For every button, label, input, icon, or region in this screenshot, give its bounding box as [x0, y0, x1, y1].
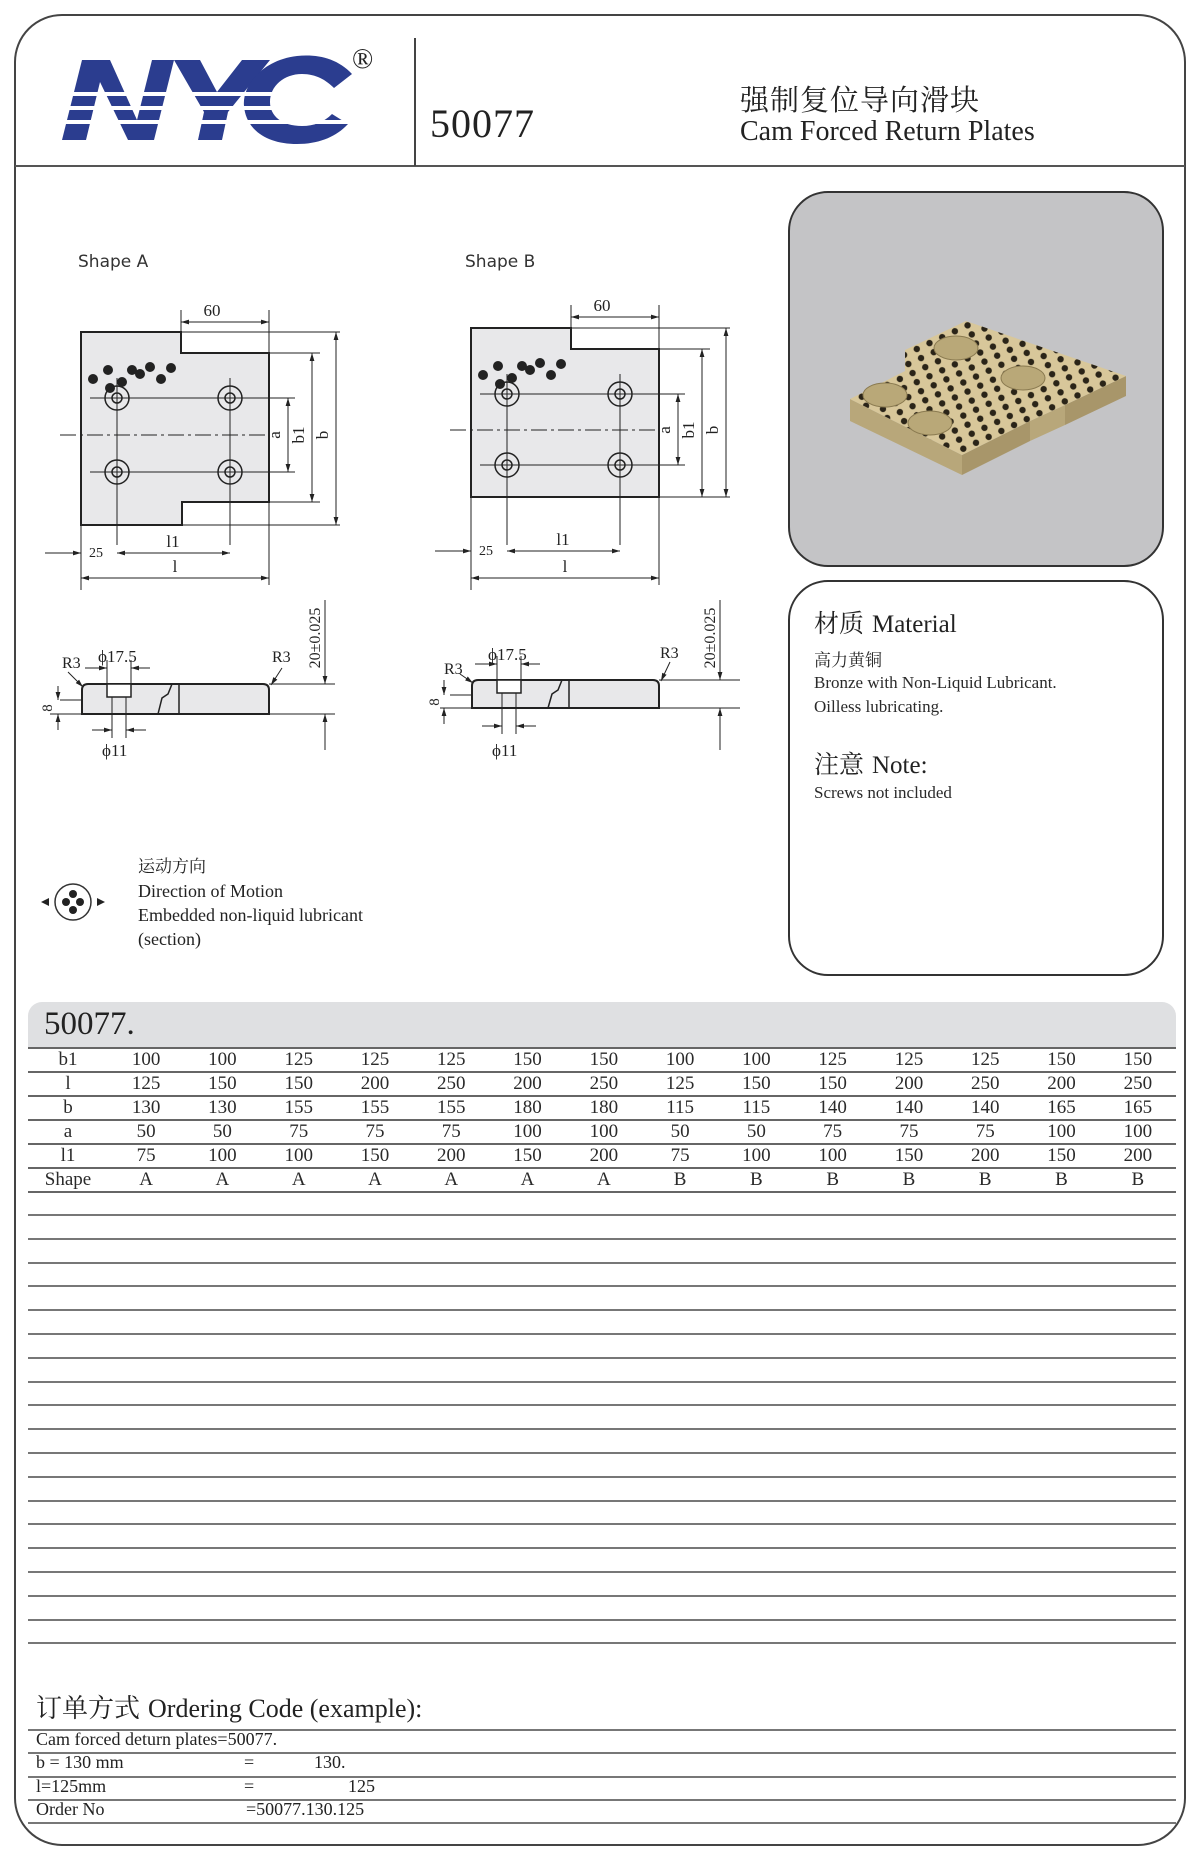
bronze-plate-illustration: [790, 193, 1162, 565]
table-cell: A: [566, 1168, 642, 1192]
table-cell: 150: [871, 1144, 947, 1168]
material-line-2: Oilless lubricating.: [814, 697, 944, 716]
table-title: 50077.: [44, 1006, 135, 1042]
table-cell: 150: [566, 1048, 642, 1072]
table-cell: 150: [489, 1048, 565, 1072]
ruled-line: [28, 1404, 1176, 1406]
dim-25: 25: [89, 546, 103, 561]
table-cell: B: [1100, 1168, 1176, 1192]
table-cell: 100: [489, 1120, 565, 1144]
material-chinese: 高力黄铜: [814, 651, 882, 671]
nyc-logo: [52, 40, 392, 150]
table-cell: 75: [642, 1144, 718, 1168]
table-cell: 200: [566, 1144, 642, 1168]
table-cell: 125: [871, 1048, 947, 1072]
ruled-line: [28, 1476, 1176, 1478]
table-cell: 75: [337, 1120, 413, 1144]
depth-label: 8: [40, 704, 56, 712]
table-cell: 115: [642, 1096, 718, 1120]
ruled-line: [28, 1752, 1176, 1754]
material-box: [788, 580, 1164, 976]
radius-right-label: R3: [660, 645, 679, 662]
table-cell: 150: [337, 1144, 413, 1168]
table-cell: 200: [1100, 1144, 1176, 1168]
dim-b1: b1: [289, 426, 308, 444]
table-cell: 125: [947, 1048, 1023, 1072]
radius-left-label: R3: [62, 655, 81, 672]
table-cell: 150: [489, 1144, 565, 1168]
thickness-label: 20±0.025: [702, 607, 719, 669]
table-cell: 250: [566, 1072, 642, 1096]
table-cell: 140: [795, 1096, 871, 1120]
dim-l1: l1: [556, 530, 570, 549]
table-cell: 130: [108, 1096, 184, 1120]
table-row: [28, 1168, 1176, 1192]
row-header: Shape: [28, 1168, 108, 1192]
thickness-label: 20±0.025: [307, 607, 324, 669]
table-cell: 180: [566, 1096, 642, 1120]
table-cell: 150: [184, 1072, 260, 1096]
product-code: 50077: [430, 101, 535, 146]
ruled-line: [28, 1428, 1176, 1430]
table-cell: 200: [413, 1144, 489, 1168]
table-cell: 125: [337, 1048, 413, 1072]
dim-60: 60: [203, 301, 221, 320]
ruled-line: [28, 1523, 1176, 1525]
counterbore-dia-label: ϕ17.5: [98, 647, 137, 666]
row-header: a: [28, 1120, 108, 1144]
table-cell: 155: [261, 1096, 337, 1120]
radius-right-label: R3: [272, 649, 291, 666]
table-cell: 140: [947, 1096, 1023, 1120]
direction-of-motion-icon: [38, 880, 108, 924]
title-chinese: 强制复位导向滑块: [740, 83, 981, 117]
hole-dia-label: ϕ11: [102, 741, 128, 760]
shape-b-drawing: [430, 285, 760, 595]
ruled-line: [28, 1595, 1176, 1597]
ruled-line: [28, 1799, 1176, 1801]
legend-cn: 运动方向: [138, 857, 206, 877]
header-divider: [15, 165, 1185, 167]
table-cell: 115: [718, 1096, 794, 1120]
ruled-line: [28, 1262, 1176, 1264]
dim-b: b: [703, 425, 722, 435]
table-cell: 50: [184, 1120, 260, 1144]
ruled-line: [28, 1357, 1176, 1359]
ordering-heading: 订单方式 Ordering Code (example):: [36, 1694, 423, 1724]
table-cell: B: [871, 1168, 947, 1192]
table-cell: 180: [489, 1096, 565, 1120]
ruled-line: [28, 1642, 1176, 1644]
registered-mark: ®: [352, 44, 374, 75]
table-cell: A: [261, 1168, 337, 1192]
product-photo: [788, 191, 1164, 567]
note-text: Screws not included: [814, 783, 952, 802]
table-cell: 125: [413, 1048, 489, 1072]
table-cell: A: [337, 1168, 413, 1192]
table-cell: 75: [261, 1120, 337, 1144]
shape-a-drawing: [40, 285, 370, 595]
table-cell: 100: [1100, 1120, 1176, 1144]
shape-a-label: Shape A: [78, 252, 149, 272]
table-cell: 250: [413, 1072, 489, 1096]
table-row: [28, 1144, 1176, 1168]
depth-label: 8: [427, 698, 443, 706]
radius-left-label: R3: [444, 661, 463, 678]
ruled-line: [28, 1238, 1176, 1240]
ruled-line: [28, 1776, 1176, 1778]
table-cell: 165: [1023, 1096, 1099, 1120]
order-line-4: Order No =50077.130.125: [36, 1799, 365, 1819]
dim-60: 60: [593, 296, 611, 315]
table-cell: B: [718, 1168, 794, 1192]
table-cell: 100: [184, 1144, 260, 1168]
row-header: l: [28, 1072, 108, 1096]
dim-b1: b1: [679, 421, 698, 439]
table-cell: 75: [947, 1120, 1023, 1144]
table-cell: 200: [489, 1072, 565, 1096]
table-cell: 50: [718, 1120, 794, 1144]
dim-a: a: [265, 431, 284, 439]
legend-line-1: Direction of Motion: [138, 881, 283, 901]
table-cell: 150: [795, 1072, 871, 1096]
spec-table: [28, 1047, 1176, 1193]
shape-b-label: Shape B: [465, 252, 536, 272]
table-cell: 150: [261, 1072, 337, 1096]
row-header: b1: [28, 1048, 108, 1072]
table-cell: 200: [871, 1072, 947, 1096]
table-cell: 140: [871, 1096, 947, 1120]
table-cell: B: [1023, 1168, 1099, 1192]
table-cell: 75: [795, 1120, 871, 1144]
table-row: [28, 1096, 1176, 1120]
legend-line-2: Embedded non-liquid lubricant: [138, 905, 363, 925]
table-cell: A: [489, 1168, 565, 1192]
order-line-2: b = 130 mm = 130.: [36, 1752, 346, 1772]
table-cell: 100: [642, 1048, 718, 1072]
table-cell: 75: [108, 1144, 184, 1168]
table-cell: 125: [261, 1048, 337, 1072]
table-cell: 100: [261, 1144, 337, 1168]
ruled-line: [28, 1822, 1176, 1824]
dim-b: b: [313, 430, 332, 440]
material-line-1: Bronze with Non-Liquid Lubricant.: [814, 673, 1057, 692]
table-cell: 125: [108, 1072, 184, 1096]
ruled-line: [28, 1381, 1176, 1383]
table-row: [28, 1120, 1176, 1144]
counterbore-dia-label: ϕ17.5: [488, 645, 527, 664]
ruled-line: [28, 1547, 1176, 1549]
table-title-band: [28, 1002, 1176, 1048]
dim-a: a: [655, 426, 674, 434]
table-cell: 250: [947, 1072, 1023, 1096]
ruled-line: [28, 1333, 1176, 1335]
table-cell: 100: [108, 1048, 184, 1072]
table-cell: A: [184, 1168, 260, 1192]
table-cell: B: [947, 1168, 1023, 1192]
ruled-line: [28, 1500, 1176, 1502]
ruled-line: [28, 1452, 1176, 1454]
header-vertical-divider: [414, 38, 416, 166]
table-cell: 50: [642, 1120, 718, 1144]
order-line-3: l=125mm = 125: [36, 1776, 375, 1796]
table-cell: 125: [795, 1048, 871, 1072]
ruled-line: [28, 1285, 1176, 1287]
table-cell: 130: [184, 1096, 260, 1120]
table-cell: 150: [1023, 1048, 1099, 1072]
table-cell: 165: [1100, 1096, 1176, 1120]
table-cell: 200: [337, 1072, 413, 1096]
table-cell: 150: [1023, 1144, 1099, 1168]
table-cell: 155: [413, 1096, 489, 1120]
table-cell: 200: [947, 1144, 1023, 1168]
table-cell: 100: [718, 1144, 794, 1168]
table-cell: 100: [184, 1048, 260, 1072]
table-cell: 100: [795, 1144, 871, 1168]
table-cell: A: [108, 1168, 184, 1192]
title-english: Cam Forced Return Plates: [740, 116, 1035, 147]
table-cell: 250: [1100, 1072, 1176, 1096]
table-cell: 125: [642, 1072, 718, 1096]
note-heading: 注意 Note:: [814, 750, 928, 779]
table-cell: 75: [413, 1120, 489, 1144]
section-b-drawing: [427, 590, 760, 770]
table-row: [28, 1072, 1176, 1096]
row-header: l1: [28, 1144, 108, 1168]
ruled-line: [28, 1571, 1176, 1573]
order-line-1: Cam forced deturn plates=50077.: [36, 1729, 278, 1749]
table-cell: 100: [1023, 1120, 1099, 1144]
table-cell: 100: [566, 1120, 642, 1144]
legend-line-3: (section): [138, 929, 201, 949]
row-header: b: [28, 1096, 108, 1120]
dim-25: 25: [479, 544, 493, 559]
dim-l: l: [172, 557, 178, 576]
table-cell: 200: [1023, 1072, 1099, 1096]
table-cell: 50: [108, 1120, 184, 1144]
dim-l1: l1: [166, 532, 180, 551]
dim-l: l: [562, 557, 568, 576]
table-cell: B: [642, 1168, 718, 1192]
legend-text: [138, 855, 363, 951]
hole-dia-label: ϕ11: [492, 741, 518, 760]
table-cell: 100: [718, 1048, 794, 1072]
ruled-line: [28, 1214, 1176, 1216]
table-cell: A: [413, 1168, 489, 1192]
table-row: [28, 1048, 1176, 1072]
ruled-line: [28, 1309, 1176, 1311]
table-cell: 150: [718, 1072, 794, 1096]
section-a-drawing: [40, 590, 370, 770]
material-heading: 材质 Material: [814, 609, 957, 638]
ruled-line: [28, 1619, 1176, 1621]
table-cell: 75: [871, 1120, 947, 1144]
table-cell: B: [795, 1168, 871, 1192]
table-cell: 155: [337, 1096, 413, 1120]
table-cell: 150: [1100, 1048, 1176, 1072]
